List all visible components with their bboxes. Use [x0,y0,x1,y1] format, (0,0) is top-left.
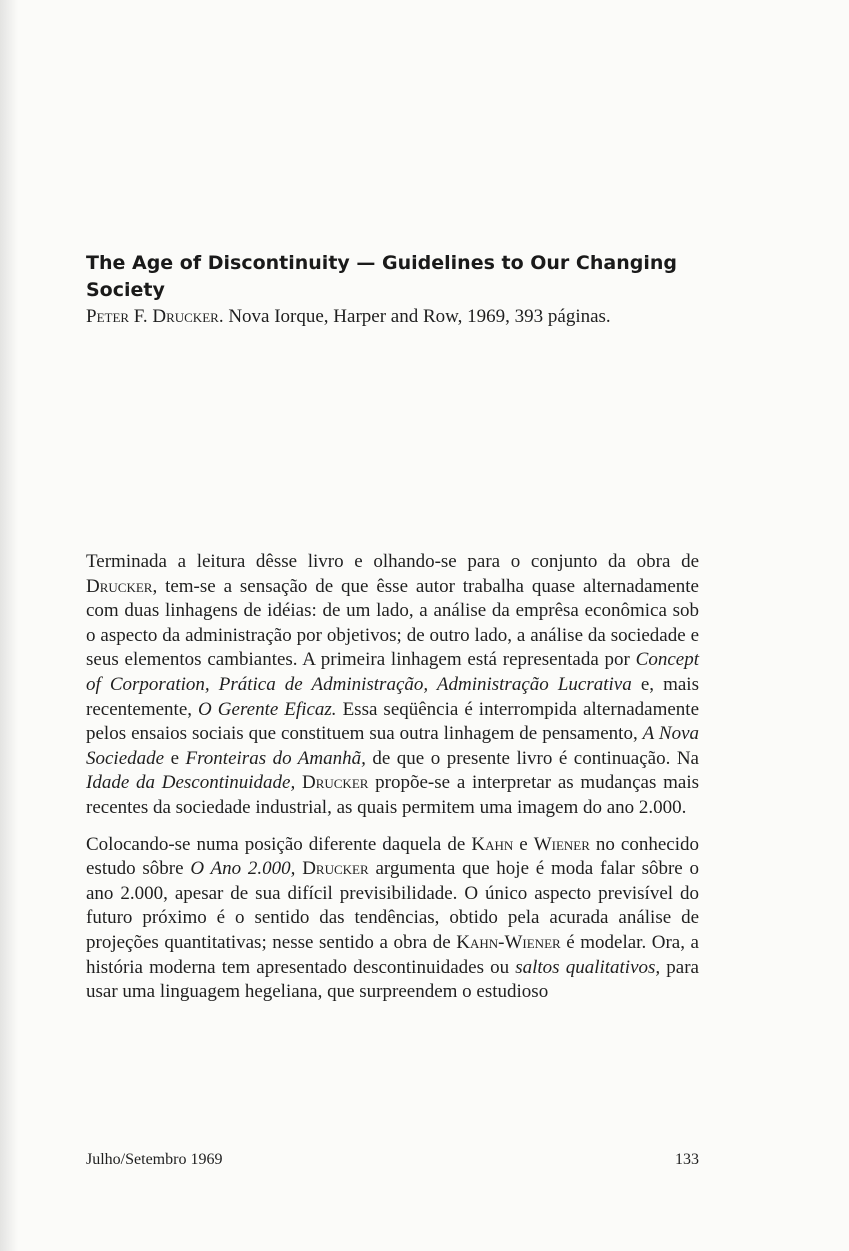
italic-title: O Ano 2.000, [190,858,296,880]
author-reference: Drucker [301,772,369,794]
text-run: argumenta que hoje é moda falar sôbre o ano 2.000, apesar de sua difícil previsibilidade. O único aspecto previsível do futuro próximo é o sentido das tendências, obtido pela acurada análise de projeções quantitativas; nesse sentido a obra de [86,858,700,953]
text-run: Terminada a leitura dêsse livro e olhando-se para o conjunto da obra de [86,551,699,572]
review-body [86,550,699,1017]
paragraph-1 [86,550,699,821]
text-run: Essa seqüência é interrompida alternadamente pelos ensaios sociais que constituem sua outra linhagem de pensamento, [86,698,700,745]
text-run: e [164,747,186,769]
text-run: de que o presente livro é continuação. Na [365,747,699,769]
book-title: The Age of Discontinuity — Guidelines to Our Changing Society [86,252,677,301]
italic-title: A Nova Sociedade [86,723,700,769]
text-run: , tem-se a sensação de que êsse autor trabalha quase alternadamente com duas linhagens de idéias: de um lado, a análise da emprêsa econômica sob o aspecto da administração por objetivos; de outro lado, a análise da sociedade e seus elementos cambiantes. A primeira linhagem está representada por [86,575,699,671]
author-reference: Wiener [533,833,590,855]
italic-title: Fronteiras do Amanhã, [185,747,366,769]
text-run [295,772,302,793]
text-run: propõe-se a interpretar as mudanças mais recentes da sociedade industrial, as quais permitem uma imagem do ano 2.000. [86,772,700,818]
author-reference: Drucker [86,575,153,597]
author-name: Peter F. Drucker [86,306,219,327]
text-run: e [513,833,534,855]
author-reference: Drucker [302,858,369,880]
text-run: para usar uma linguagem hegeliana, que surpreendem o estudioso [86,956,699,1003]
italic-title: Concept of Corporation, Prática de Administração, Administração Lucrativa [86,649,699,695]
text-run: Colocando-se numa posição diferente daquela de [86,833,472,855]
publication-info: . Nova Iorque, Harper and Row, 1969, 393 páginas. [218,306,611,327]
italic-title: Idade da Descontinuidade, [86,772,296,794]
book-citation [86,305,699,329]
journal-issue: Julho/Setembro 1969 [86,1151,223,1168]
author-reference: Kahn-Wiener [456,931,561,953]
binding-shadow [0,0,18,1251]
text-run: é modelar. Ora, a história moderna tem apresentado descontinuidades ou [86,931,699,978]
author-reference: Kahn [471,833,514,855]
paragraph-2 [86,833,699,1005]
italic-title: O Gerente Eficaz. [198,698,337,720]
page-number: 133 [675,1151,699,1168]
text-run: e, mais recentemente, [86,673,699,720]
text-run: no conhecido estudo sôbre [86,833,700,880]
italic-title: saltos qualitativos, [515,956,661,978]
review-header [86,250,706,329]
